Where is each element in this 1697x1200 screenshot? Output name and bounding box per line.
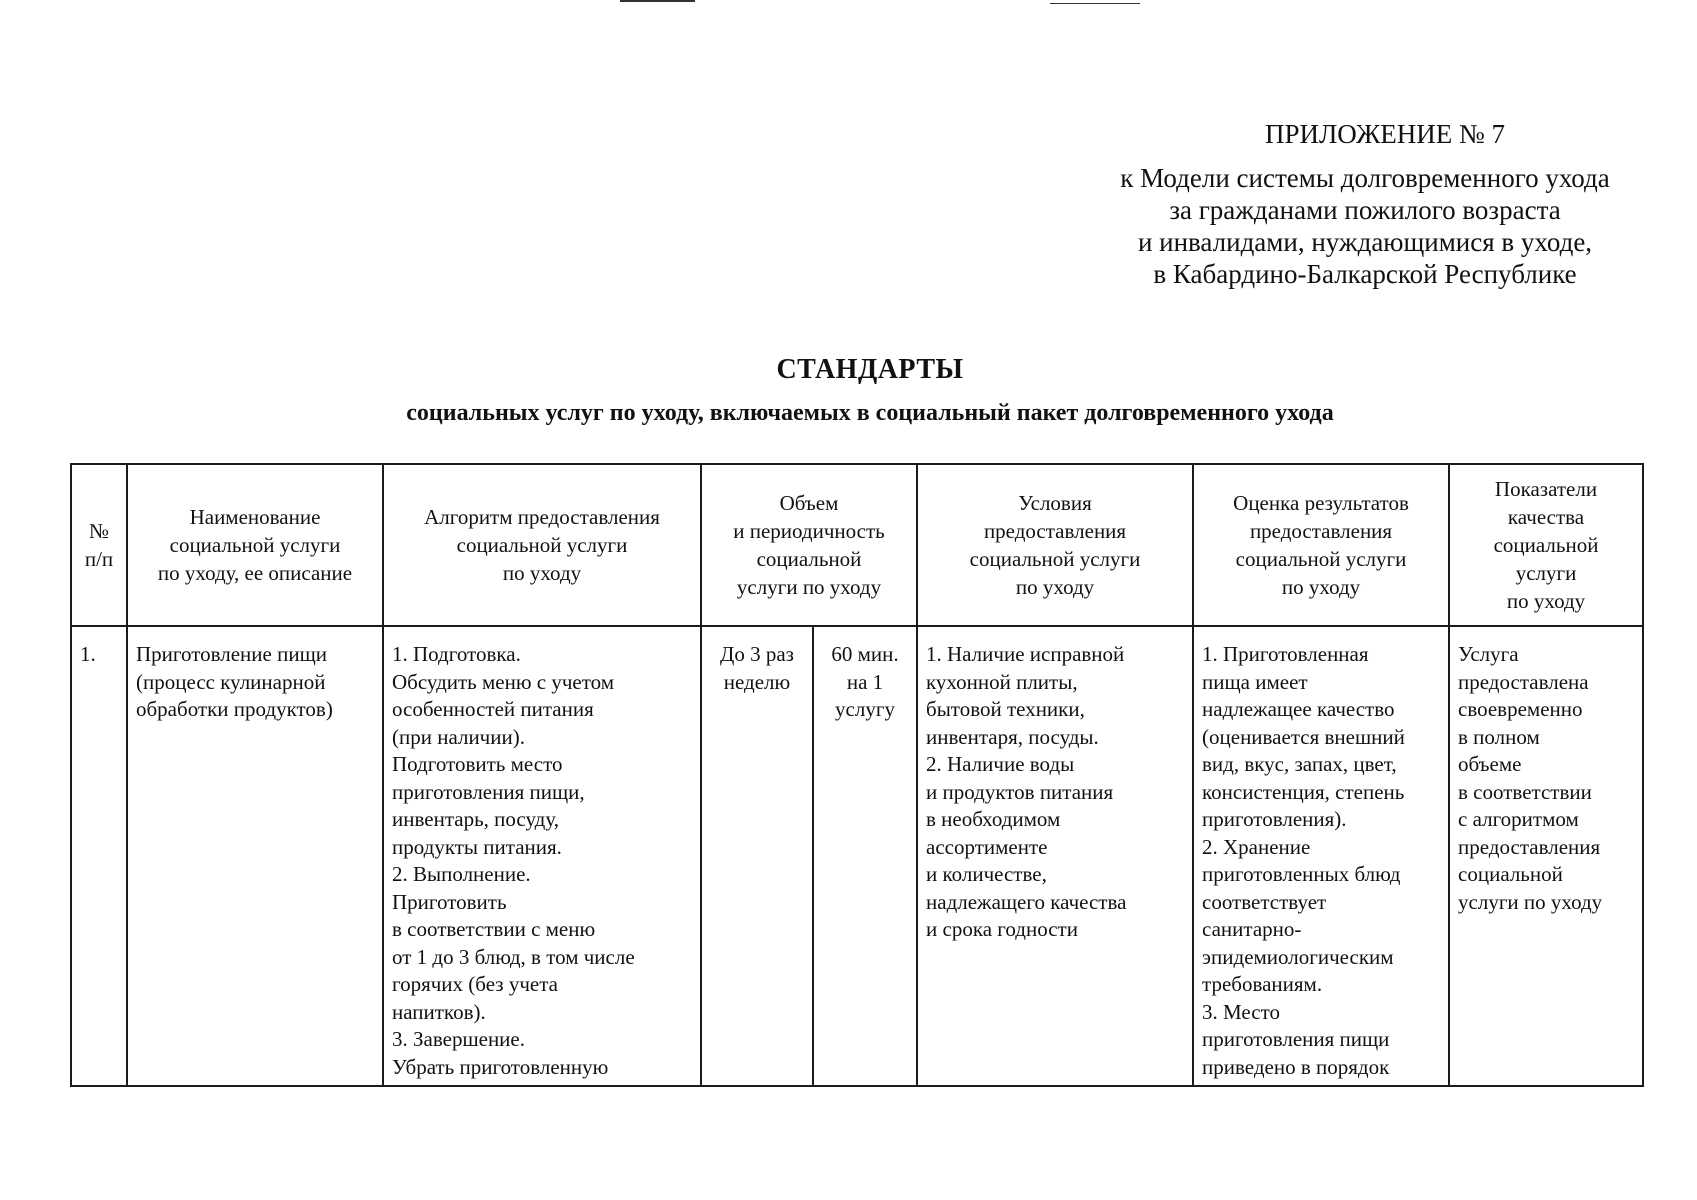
header-row [71, 464, 1643, 626]
appendix-line: и инвалидами, нуждающимися в уходе, [1137, 227, 1593, 257]
table-row [71, 626, 1643, 1086]
scan-artifact [620, 0, 695, 2]
cell-conditions: 1. Наличие исправной кухонной плиты, бытовой техники, инвентаря, посуды. 2. Наличие воды и продуктов питания в необходимом ассортименте и количестве, надлежащего качества и срока годности [917, 626, 1193, 1086]
header-volume: Объем и периодичность социальной услуги по уходу [701, 464, 917, 626]
appendix-block [1095, 118, 1635, 290]
cell-quality: Услуга предоставлена своевременно в полном объеме в соответствии с алгоритмом предоставления социальной услуги по уходу [1449, 626, 1643, 1086]
cell-num: 1. [71, 626, 127, 1086]
header-conditions: Условия предоставления социальной услуги по уходу [917, 464, 1193, 626]
cell-duration: 60 мин. на 1 услугу [813, 626, 917, 1086]
header-algorithm: Алгоритм предоставления социальной услуги по уходу [383, 464, 701, 626]
header-num: № п/п [71, 464, 127, 626]
document-title: СТАНДАРТЫ [776, 354, 964, 385]
standards-table [70, 463, 1644, 1087]
header-quality: Показатели качества социальной услуги по уходу [1449, 464, 1643, 626]
appendix-heading: ПРИЛОЖЕНИЕ № 7 [1264, 119, 1506, 149]
header-evaluation: Оценка результатов предоставления социальной услуги по уходу [1193, 464, 1449, 626]
appendix-line: в Кабардино-Балкарской Республике [1153, 259, 1577, 289]
scan-artifact [1050, 3, 1140, 4]
document-subtitle: социальных услуг по уходу, включаемых в социальный пакет долговременного ухода [406, 400, 1334, 426]
cell-name: Приготовление пищи (процесс кулинарной обработки продуктов) [127, 626, 383, 1086]
header-name: Наименование социальной услуги по уходу, ее описание [127, 464, 383, 626]
appendix-line: к Модели системы долговременного ухода [1120, 163, 1610, 193]
appendix-line: за гражданами пожилого возраста [1169, 195, 1561, 225]
cell-algorithm: 1. Подготовка. Обсудить меню с учетом особенностей питания (при наличии). Подготовить место приготовления пищи, инвентарь, посуду, продукты питания. 2. Выполнение. Приготовить в соответствии с меню от 1 до 3 блюд, в том числе горячих (без учета напитков). 3. Завершение. Убрать приготовленную [383, 626, 701, 1086]
cell-evaluation: 1. Приготовленная пища имеет надлежащее качество (оценивается внешний вид, вкус, запах, цвет, консистенция, степень приготовления). 2. Хранение приготовленных блюд соответствует санитарно- эпидемиологическим требованиям. 3. Место приготовления пищи приведено в порядок [1193, 626, 1449, 1086]
cell-frequency: До 3 раз неделю [701, 626, 813, 1086]
